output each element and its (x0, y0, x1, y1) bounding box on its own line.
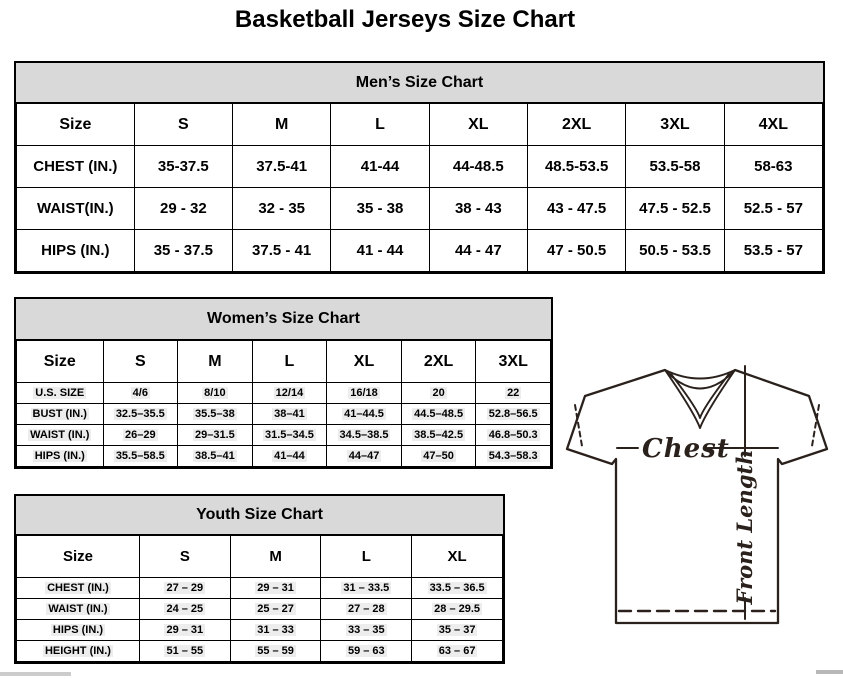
womens-cell (252, 404, 327, 425)
youth-cell-text: 63 – 67 (438, 645, 476, 657)
womens-cell-text: 41–44 (274, 450, 305, 462)
womens-column-header: XL (327, 341, 402, 383)
youth-cell-text: 24 – 25 (166, 603, 204, 615)
youth-cell-text: 31 – 33 (257, 624, 294, 636)
mens-table-row (17, 230, 823, 272)
youth-cell-text: 33 – 35 (347, 624, 385, 636)
womens-size-chart (14, 297, 553, 469)
womens-cell (476, 425, 551, 446)
womens-cell (252, 383, 327, 404)
womens-table-row (17, 383, 551, 404)
youth-cell-text: 59 – 63 (347, 645, 385, 657)
womens-cell-text: 34.5–38.5 (339, 429, 389, 441)
womens-cell (401, 404, 476, 425)
youth-column-header: L (321, 536, 412, 578)
mens-cell: 44-48.5 (429, 146, 527, 188)
jersey-collar (665, 370, 735, 428)
mens-cell: 48.5-53.5 (527, 146, 625, 188)
bottom-right-artifact-bar (816, 670, 843, 674)
mens-column-header: L (331, 104, 429, 146)
womens-row-label (17, 425, 104, 446)
womens-cell-text: 38.5–42.5 (414, 429, 464, 441)
womens-row-label (17, 446, 104, 467)
womens-cell-text: 32.5–35.5 (115, 408, 165, 420)
mens-cell: 41 - 44 (331, 230, 429, 272)
youth-row-label (17, 578, 140, 599)
mens-cell: 35 - 37.5 (134, 230, 232, 272)
youth-cell-text: 29 – 31 (257, 582, 294, 594)
front-length-label: Front Length (732, 449, 757, 605)
womens-cell (327, 383, 402, 404)
youth-cell-text: 35 – 37 (438, 624, 476, 636)
mens-cell: 37.5-41 (233, 146, 331, 188)
womens-cell-text: 22 (507, 387, 520, 399)
mens-size-chart (14, 61, 825, 274)
chest-label: Chest (642, 434, 730, 464)
mens-row-label: CHEST (IN.) (17, 146, 135, 188)
mens-column-header: Size (17, 104, 135, 146)
bottom-left-artifact-bar (0, 672, 71, 676)
womens-cell-text: 8/10 (204, 387, 226, 399)
womens-table-row (17, 446, 551, 467)
youth-row-label-text: WAIST (IN.) (48, 603, 108, 615)
mens-cell: 47.5 - 52.5 (626, 188, 724, 230)
womens-cell-text: 38–41 (274, 408, 305, 420)
womens-cell-text: 44–47 (348, 450, 380, 462)
mens-cell: 53.5-58 (626, 146, 724, 188)
youth-row-label-text: HIPS (IN.) (52, 624, 104, 636)
womens-cell (103, 404, 178, 425)
mens-column-header: 4XL (724, 104, 822, 146)
youth-cell-text: 55 – 59 (257, 645, 294, 657)
womens-column-header: 3XL (476, 341, 551, 383)
womens-cell-text: 46.8–50.3 (488, 429, 538, 441)
youth-row-label (17, 620, 140, 641)
mens-cell: 41-44 (331, 146, 429, 188)
mens-row-label: WAIST(IN.) (17, 188, 135, 230)
mens-table (16, 103, 823, 272)
womens-cell-text: 12/14 (275, 387, 304, 399)
youth-cell (412, 641, 503, 662)
youth-cell-text: 31 – 33.5 (343, 582, 390, 594)
womens-column-header: M (178, 341, 253, 383)
youth-cell-text: 27 – 29 (166, 582, 204, 594)
youth-cell (321, 599, 412, 620)
youth-cell (321, 641, 412, 662)
youth-table-row (17, 620, 503, 641)
mens-column-header: S (134, 104, 232, 146)
mens-column-header: 3XL (626, 104, 724, 146)
jersey-measurement-diagram (556, 360, 842, 632)
youth-row-label (17, 599, 140, 620)
mens-table-row (17, 188, 823, 230)
youth-column-header: M (230, 536, 321, 578)
mens-cell: 35-37.5 (134, 146, 232, 188)
youth-cell-text: 51 – 55 (166, 645, 204, 657)
youth-cell-text: 27 – 28 (347, 603, 385, 615)
womens-column-header: S (103, 341, 178, 383)
womens-cell (103, 446, 178, 467)
mens-cell: 38 - 43 (429, 188, 527, 230)
womens-cell (178, 446, 253, 467)
mens-row-label: HIPS (IN.) (17, 230, 135, 272)
youth-table-row (17, 599, 503, 620)
womens-cell (178, 383, 253, 404)
mens-table-row (17, 146, 823, 188)
womens-cell (327, 446, 402, 467)
womens-cell (103, 425, 178, 446)
womens-cell (401, 383, 476, 404)
womens-cell (476, 446, 551, 467)
mens-column-header: M (233, 104, 331, 146)
womens-cell-text: 35.5–38 (194, 408, 235, 420)
womens-cell (401, 425, 476, 446)
mens-column-header: 2XL (527, 104, 625, 146)
youth-cell (139, 599, 230, 620)
mens-chart-title: Men’s Size Chart (16, 63, 823, 103)
youth-column-header: S (139, 536, 230, 578)
mens-cell: 37.5 - 41 (233, 230, 331, 272)
mens-cell: 44 - 47 (429, 230, 527, 272)
womens-cell (252, 425, 327, 446)
youth-cell (230, 578, 321, 599)
womens-table (16, 340, 551, 467)
youth-chart-title: Youth Size Chart (16, 496, 503, 535)
youth-size-chart (14, 494, 505, 664)
youth-row-label-text: CHEST (IN.) (47, 582, 109, 594)
youth-cell (412, 578, 503, 599)
womens-table-row (17, 404, 551, 425)
womens-cell (327, 425, 402, 446)
womens-cell (178, 425, 253, 446)
youth-cell (139, 620, 230, 641)
womens-row-label-text: HIPS (IN.) (34, 450, 85, 462)
youth-cell-text: 29 – 31 (166, 624, 204, 636)
womens-cell (476, 404, 551, 425)
youth-cell (412, 599, 503, 620)
youth-table-row (17, 641, 503, 662)
womens-table-row (17, 425, 551, 446)
womens-chart-title: Women’s Size Chart (16, 299, 551, 340)
womens-cell (476, 383, 551, 404)
womens-column-header: L (252, 341, 327, 383)
youth-cell (230, 599, 321, 620)
womens-cell-text: 44.5–48.5 (414, 408, 464, 420)
mens-cell: 47 - 50.5 (527, 230, 625, 272)
youth-cell (321, 578, 412, 599)
youth-cell (230, 641, 321, 662)
womens-cell (178, 404, 253, 425)
jersey-outline (567, 370, 827, 623)
youth-cell (230, 620, 321, 641)
womens-cell (252, 446, 327, 467)
womens-cell-text: 16/18 (350, 387, 378, 399)
youth-cell (139, 641, 230, 662)
womens-column-header: 2XL (401, 341, 476, 383)
youth-table-row (17, 578, 503, 599)
womens-cell-text: 26–29 (124, 429, 156, 441)
youth-table (16, 535, 503, 662)
womens-cell-text: 47–50 (423, 450, 454, 462)
youth-cell-text: 25 – 27 (257, 603, 294, 615)
womens-cell-text: 31.5–34.5 (264, 429, 314, 441)
youth-row-label-text: HEIGHT (IN.) (44, 645, 111, 657)
mens-cell: 53.5 - 57 (724, 230, 822, 272)
youth-cell-text: 33.5 – 36.5 (429, 582, 485, 594)
youth-cell (321, 620, 412, 641)
womens-cell-text: 29–31.5 (194, 429, 235, 441)
mens-cell: 32 - 35 (233, 188, 331, 230)
mens-cell: 52.5 - 57 (724, 188, 822, 230)
womens-cell-text: 38.5–41 (194, 450, 235, 462)
mens-cell: 29 - 32 (134, 188, 232, 230)
youth-column-header: XL (412, 536, 503, 578)
youth-cell-text: 28 – 29.5 (434, 603, 481, 615)
womens-cell-text: 35.5–58.5 (115, 450, 165, 462)
womens-cell (401, 446, 476, 467)
womens-row-label (17, 383, 104, 404)
womens-row-label-text: WAIST (IN.) (30, 429, 90, 441)
youth-cell (412, 620, 503, 641)
mens-cell: 35 - 38 (331, 188, 429, 230)
womens-row-label-text: U.S. SIZE (35, 387, 85, 399)
womens-row-label (17, 404, 104, 425)
womens-cell-text: 20 (432, 387, 445, 399)
womens-row-label-text: BUST (IN.) (32, 408, 87, 420)
womens-cell (327, 404, 402, 425)
mens-cell: 43 - 47.5 (527, 188, 625, 230)
womens-cell-text: 54.3–58.3 (488, 450, 538, 462)
mens-cell: 50.5 - 53.5 (626, 230, 724, 272)
page-title: Basketball Jerseys Size Chart (234, 6, 576, 33)
womens-cell-text: 41–44.5 (344, 408, 384, 420)
mens-column-header: XL (429, 104, 527, 146)
womens-cell-text: 4/6 (132, 387, 148, 399)
womens-cell (103, 383, 178, 404)
mens-cell: 58-63 (724, 146, 822, 188)
youth-cell (139, 578, 230, 599)
youth-column-header: Size (17, 536, 140, 578)
womens-cell-text: 52.8–56.5 (488, 408, 538, 420)
youth-row-label (17, 641, 140, 662)
womens-column-header: Size (17, 341, 104, 383)
